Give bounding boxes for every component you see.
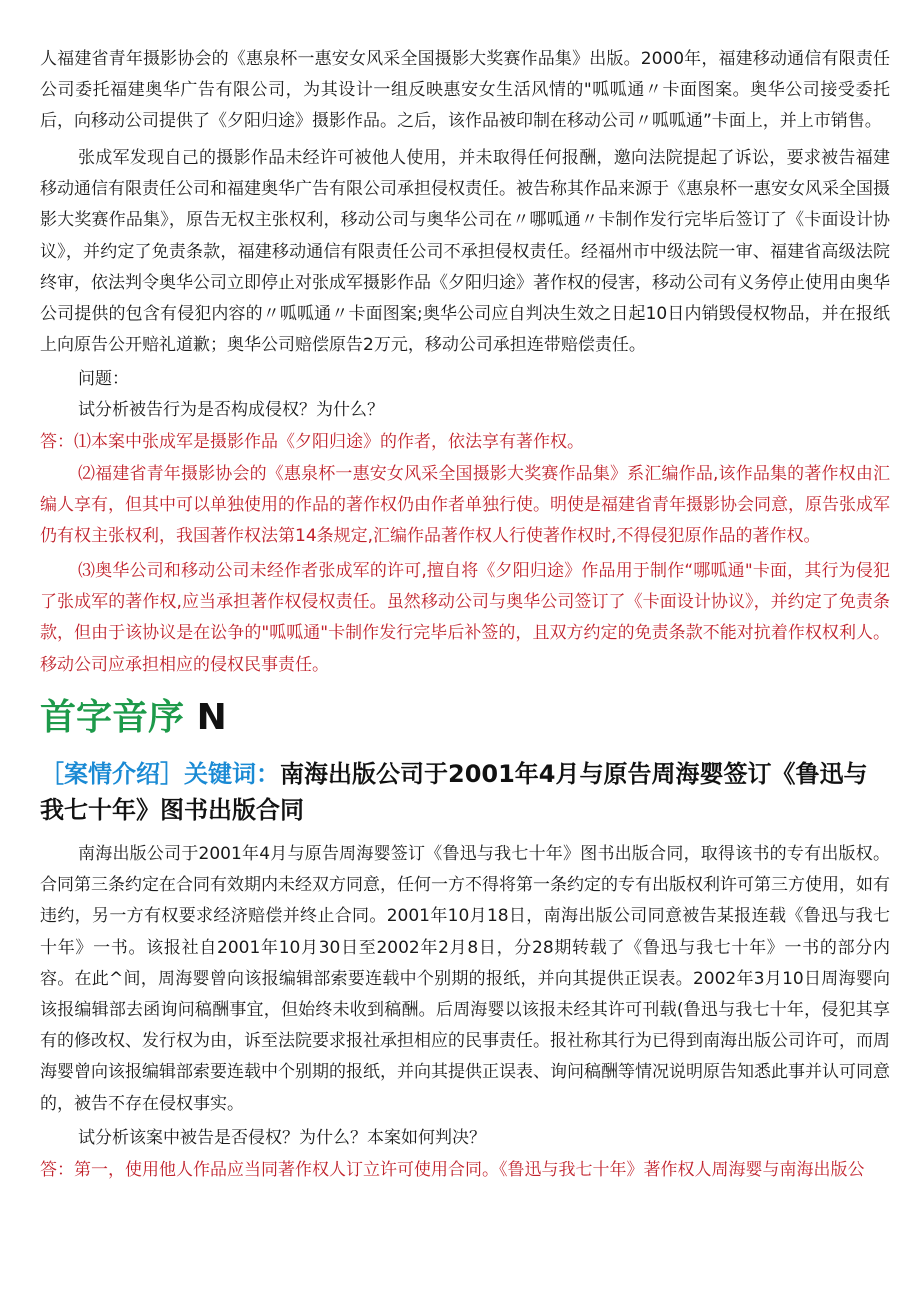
case1-paragraph-intro: 人福建省青年摄影协会的《惠泉杯一惠安女风采全国摄影大奖赛作品集》出版。2000年，福建移动通信有限责任公司委托福建奥华广告有限公司，为其设计一组反映惠安女生活风情的"呱呱通〃卡面图案。奥华公司接受委托后，向移动公司提供了《夕阳归途》摄影作品。之后，该作品被印制在移动公司〃呱呱通”卡面上，并上市销售。 [40, 49, 890, 132]
case-title [40, 756, 890, 828]
case-tag: ［案情介绍］ [40, 760, 184, 788]
question-text: 试分析被告行为是否构成侵权？为什么？ [78, 400, 384, 420]
case-title-year: 2001 [448, 760, 515, 788]
section-heading [40, 694, 227, 742]
case-title-part-2: 年 [514, 760, 539, 788]
keyword-label: 关键词： [184, 760, 280, 788]
section-heading-letter: N [196, 697, 227, 738]
case-title-part-1: 南海出版公司于 [280, 760, 448, 788]
case1-paragraph-facts: 张成军发现自己的摄影作品未经许可被他人使用，并未取得任何报酬，邀向法院提起了诉讼，要求被告福建移动通信有限责任公司和福建奥华广告有限公司承担侵权责任。被告称其作品来源于《惠泉杯一惠安女风采全国摄影大奖赛作品集》，原告无权主张权利，移动公司与奥华公司在〃哪呱通〃卡制作发行完毕后签订了《卡面设计协议》，并约定了免责条款，福建移动通信有限责任公司不承担侵权责任。经福州市中级法院一审、福建省高级法院终审，依法判令奥华公司立即停止对张成军摄影作品《夕阳归途》著作权的侵害，移动公司有义务停止使用由奥华公司提供的包含有侵犯内容的〃呱呱通〃卡面图案;奥华公司应自判决生效之日起10日内销毁侵权物品，并在报纸上向原告公开赔礼道歉；奥华公司赔偿原告2万元，移动公司承担连带赔偿责任。 [40, 148, 890, 356]
case2-answer: 答：第一，使用他人作品应当同著作权人订立许可使用合同。《鲁迅与我七十年》著作权人周海婴与南海出版公 [40, 1160, 865, 1180]
case-title-part-3: 月与原告周海婴签订《鲁迅与我七十年》图书出版合同 [40, 760, 868, 824]
answer-point-3: ⑶奥华公司和移动公司未经作者张成军的许可,擅自将《夕阳归途》作品用于制作“哪呱通"卡面，其行为侵犯了张成军的著作权,应当承担著作权侵权责任。虽然移动公司与奥华公司签订了《卡面设计协议》，并约定了免责条款，但由于该协议是在讼争的"呱呱通"卡制作发行完毕后补签的，且双方约定的免责条款不能对抗着作权权利人。移动公司应承担相应的侵权民事责任。 [40, 561, 890, 675]
case2-paragraph-facts: 南海出版公司于2001年4月与原告周海婴签订《鲁迅与我七十年》图书出版合同，取得该书的专有出版权。合同第三条约定在合同有效期内未经双方同意，任何一方不得将第一条约定的专有出版权利许可第三方使用，如有违约，另一方有权要求经济赔偿并终止合同。2001年10月18日，南海出版公司同意被告某报连载《鲁迅与我七十年》一书。该报社自2001年10月30日至2002年2月8日，分28期转载了《鲁迅与我七十年》一书的部分内容。在此^间，周海婴曾向该报编辑部索要连载中个别期的报纸，并向其提供正误表。2002年3月10日周海婴向该报编辑部去函询问稿酬事宜，但始终未收到稿酬。后周海婴以该报未经其许可刊载(鲁迅与我七十年，侵犯其享有的修改权、发行权为由，诉至法院要求报社承担相应的民事责任。报社称其行为已得到南海出版公司许可，而周海婴曾向该报编辑部索要连载中个别期的报纸，并向其提供正误表、询问稿酬等情况说明原告知悉此事并认可同意的，被告不存在侵权事实。 [40, 844, 890, 1114]
answer-point-1: 答：⑴本案中张成军是摄影作品《夕阳归途》的作者，依法享有著作权。 [40, 432, 584, 452]
section-heading-text: 首字音序 [40, 697, 185, 738]
answer-point-2: ⑵福建省青年摄影协会的《惠泉杯一惠安女风采全国摄影大奖赛作品集》系汇编作品,该作品集的著作权由汇编人享有，但其中可以单独使用的作品的著作权仍由作者单独行使。明使是福建省青年摄影协会同意，原告张成军仍有权主张权利，我国著作权法第14条规定,汇编作品著作权人行使著作权时,不得侵犯原作品的著作权。 [40, 464, 890, 547]
question-label: 问题： [78, 369, 129, 389]
case2-question: 试分析该案中被告是否侵权？为什么？本案如何判决？ [78, 1128, 486, 1148]
case-title-month: 4 [538, 760, 556, 788]
